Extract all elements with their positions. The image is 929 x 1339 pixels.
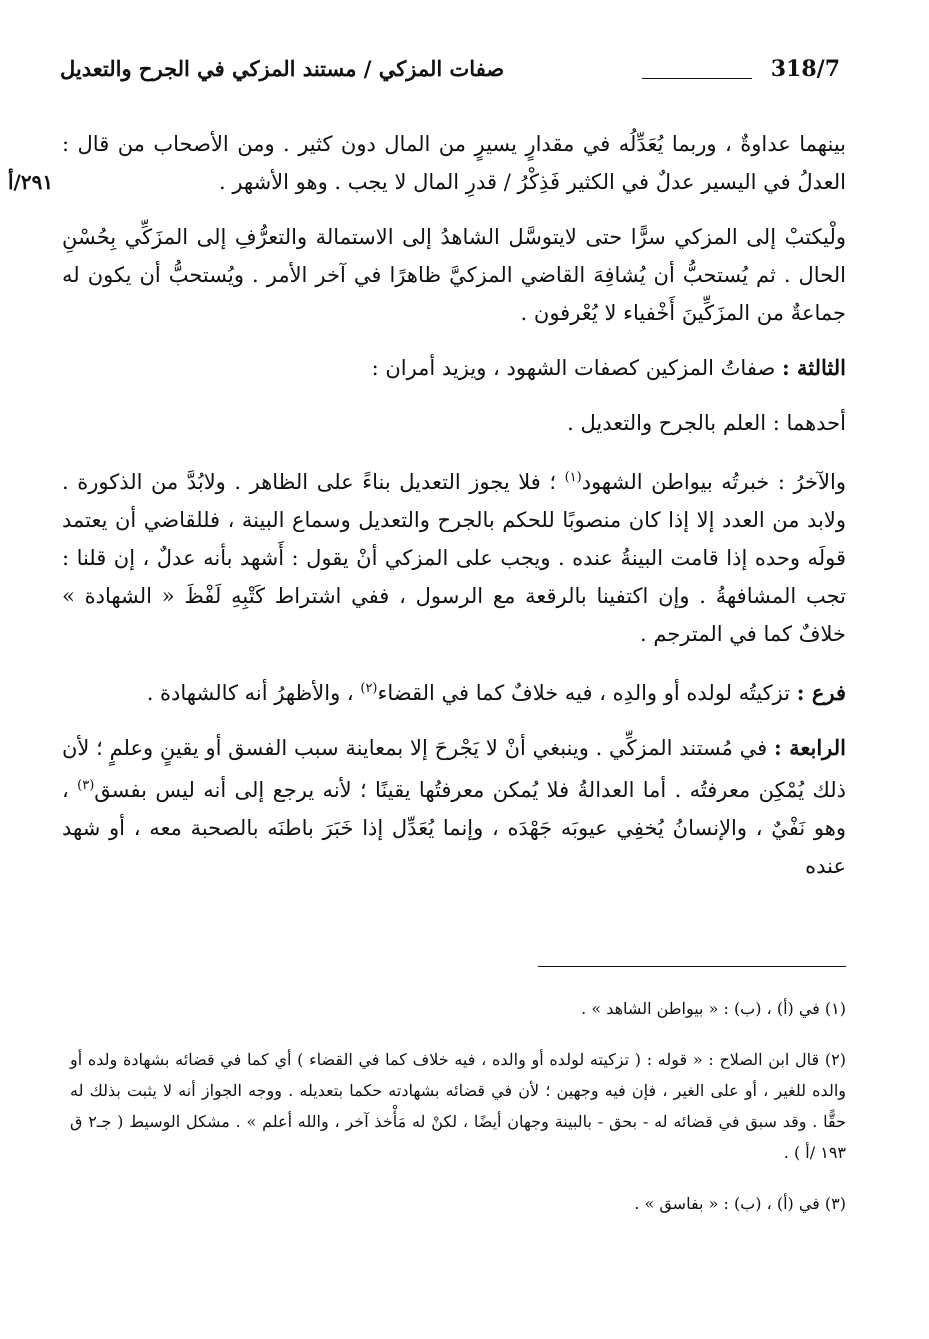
footnote-separator [538, 966, 846, 967]
footnote: (٢) قال ابن الصلاح : « قوله : ( تزكيته لولده أو والده ، فيه خلاف كما في القضاء ) أي كما في قضائه بشهادة ولده أو والده للغير ، أو على الغير ، فإن فيه وجهين ؛ لأن في قضائه بشهادته حكما بتعديله . ووجه الجواز أنه لا يثبت بذلك له حقًّا . وقد سبق في قضائه له - بحق - بالبينة وجهان أيضًا ، لكنْ له مَأْخذ آخر ، والله أعلم » . مشكل الوسيط ( جـ٢ ق ١٩٣ /أ ) . [70, 1050, 847, 1162]
paragraph-text: ؛ فلا يجوز التعديل بناءً على الظاهر . ولابُدَّ من الذكورة . ولابد من العدد إلا إذا كان منصوبًا للحكم بالجرح والتعديل وسماع البينة ، فللقاضي أن يعتمد قولَه وحده إذا قامت البينةُ عنده . ويجب على المزكي أنْ يقول : أَشهد بأنه عدلٌ ، إن قلنا : تجب المشافهةُ . وإن اكتفينا بالرقعة مع الرسول ، ففي اشتراط كَتْبِهِ لَفْظَ « الشهادة » خلافٌ كما في المترجم . [62, 470, 846, 646]
paragraph [62, 729, 846, 885]
footnotes [70, 993, 846, 1239]
paragraph-text: والآخرُ : خبرتُه بيواطن الشهود [581, 470, 846, 494]
running-title: صفات المزكي / مستند المزكي في الجرح والتعديل [60, 56, 505, 81]
footnote: (٣) في (أ) ، (ب) : « بفاسق » . [634, 1194, 846, 1213]
paragraph-text: ، والأظهرُ أنه كالشهادة . [146, 681, 361, 705]
footnote-ref: (٢) [360, 681, 378, 696]
section-label: الرابعة : [773, 735, 846, 760]
paragraph [62, 404, 846, 442]
paragraph [62, 670, 846, 712]
section-label: فرع : [796, 680, 846, 705]
paragraph [62, 349, 846, 387]
section-label: الثالثة : [781, 355, 846, 380]
paragraph [62, 218, 846, 332]
paragraph [62, 125, 846, 201]
footnote: (١) في (أ) ، (ب) : « بيواطن الشاهد » . [581, 999, 846, 1018]
paragraph-text: بينهما عداوةٌ ، وربما يُعَدِّلُه في مقدارٍ يسيرٍ من المال دون كثير . ومن الأصحاب من قال : العدلُ في اليسير عدلٌ في الكثير فَذِكْرُ / قدرِ المال لا يجب . وهو الأشهر . [62, 132, 846, 194]
paragraph-text: في مُستند المزكِّي . وينبغي أنْ لا يَجْرحَ إلا بمعاينة سبب الفسق أو يقينٍ وعلمٍ ؛ لأن ذلك يُمْكِن معرفتُه . أما العدالةُ فلا يُمكن معرفتُها يقينًا ؛ لأنه يرجع إلى أنه ليس بفسق [62, 736, 846, 802]
footnote-ref: (١) [564, 470, 582, 485]
paragraph [62, 459, 846, 653]
page-number: 318/7 [770, 56, 840, 82]
margin-folio-note: ٢٩١/أ [8, 170, 54, 194]
main-text [62, 125, 846, 902]
header-rule [642, 78, 752, 79]
paragraph-text: تزكيتُه لولده أو والدِه ، فيه خلافٌ كما في القضاء [377, 681, 797, 705]
paragraph-text: ولْيكتبْ إلى المزكي سرًّا حتى لايتوسَّل الشاهدُ إلى الاستمالة والتعرُّفِ إلى المزَكِّي بِحُسْنِ الحال . ثم يُستحبُّ أن يُشافِهَ القاضي المزكيَّ ظاهرًا في آخر الأمر . ويُستحبُّ أن يكون له جماعةٌ من المزَكِّينَ أَخْفياء لا يُعْرفون . [62, 225, 846, 325]
paragraph-text: أحدهما : العلم بالجرح والتعديل . [567, 411, 846, 435]
page-header [60, 56, 840, 96]
paragraph-text: صفاتُ المزكين كصفات الشهود ، ويزيد أمران : [371, 356, 776, 380]
footnote-ref: (٣) [77, 778, 95, 793]
paragraph-text: ، وهو نَفْيٌ ، والإنسانُ يُخفِي عيوبَه جَهْدَه ، وإنما يُعَدِّل إذا خَبَرَ باطنَه بالصحبة معه ، أو شهد عنده [62, 778, 846, 878]
